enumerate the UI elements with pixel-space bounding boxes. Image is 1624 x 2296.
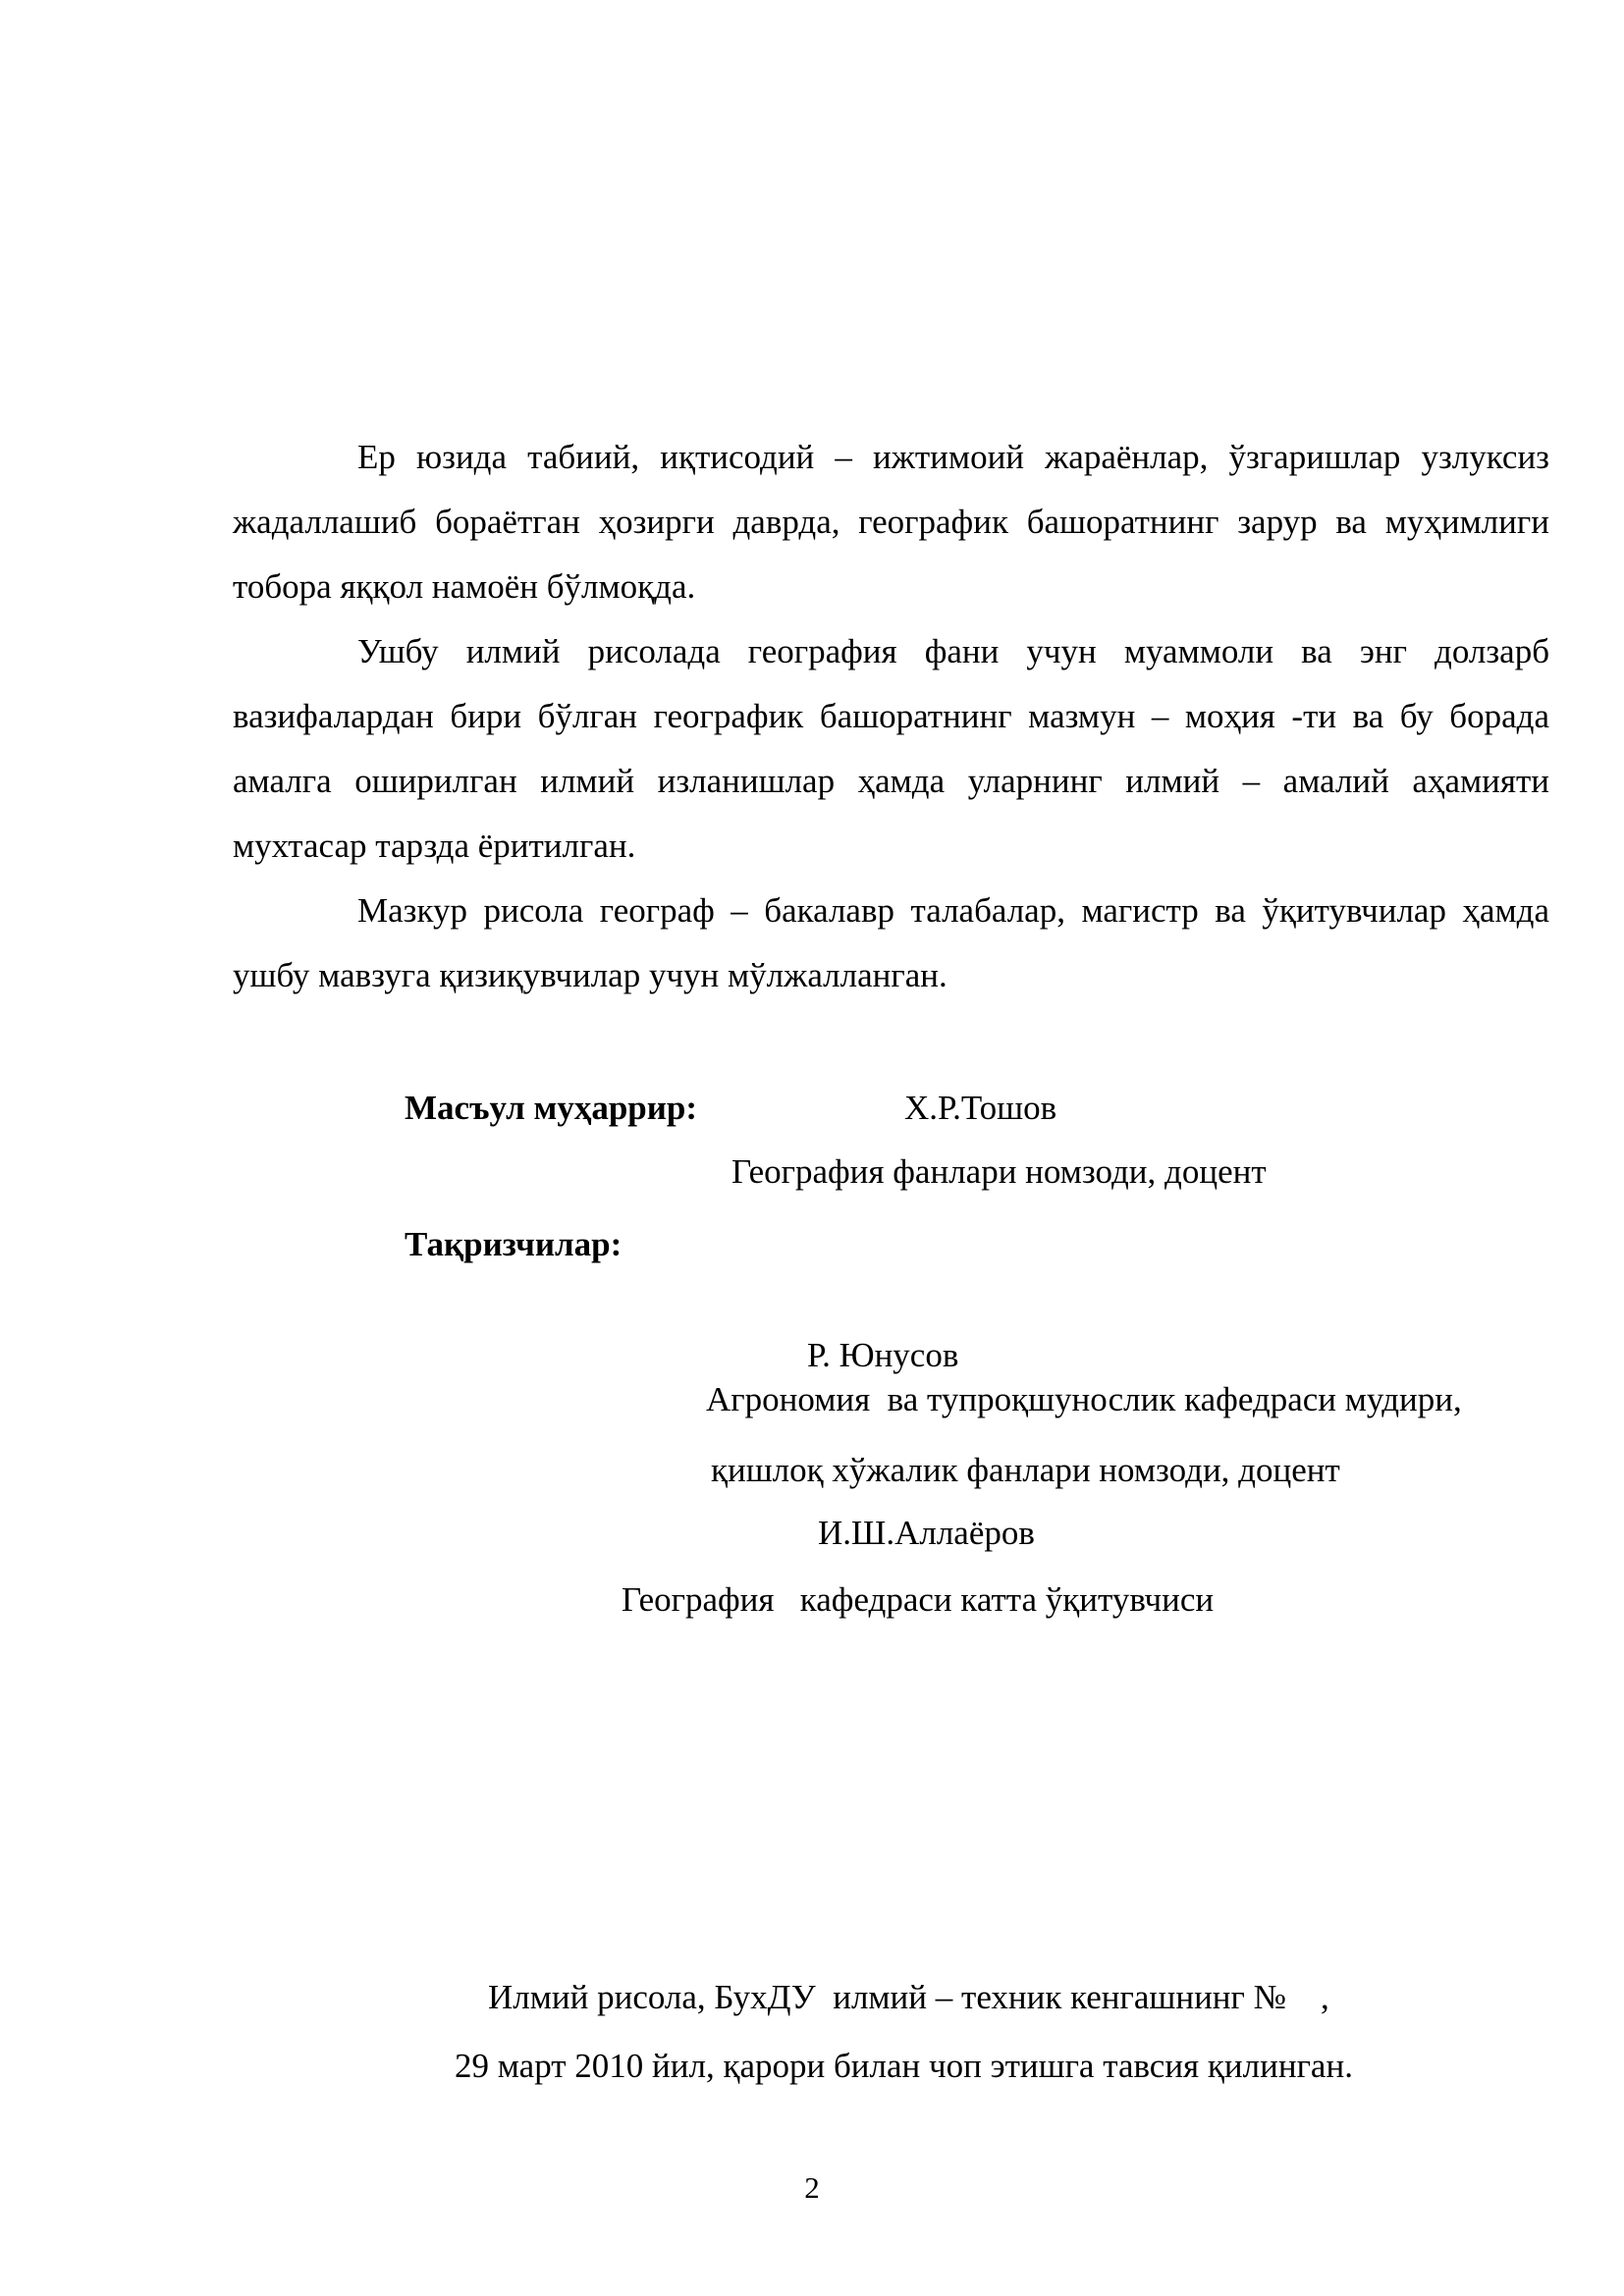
editor-title: География фанлари номзоди, доцент (731, 1152, 1267, 1191)
reviewer-1-name: Р. Юнусов (807, 1336, 959, 1374)
editor-name: Х.Р.Тошов (904, 1089, 1057, 1127)
approval-line-2: 29 март 2010 йил, қарори билан чоп этишга тавсия қилинган. (455, 2047, 1353, 2085)
abstract-paragraph-3: Мазкур рисола географ – бакалавр талабалар, магистр ва ўқитувчилар ҳамда ушбу мавзуга қизиқувчилар учун мўлжалланган. (233, 891, 1549, 994)
reviewers-label: Тақризчилар: (405, 1225, 623, 1263)
reviewer-2-name: И.Ш.Аллаёров (818, 1514, 1035, 1552)
abstract-paragraph-1: Ер юзида табиий, иқтисодий – ижтимоий жараёнлар, ўзгаришлар узлуксиз жадаллашиб бораётган ҳозирги даврда, географик башоратнинг зарур ва муҳимлиги тобора яққол намоён бўлмоқда. (233, 438, 1549, 606)
approval-line-1: Илмий рисола, БухДУ илмий – техник кенгашнинг № , (488, 1978, 1329, 2016)
page-number: 2 (804, 2170, 820, 2205)
reviewer-1-title-line-2: қишлоқ хўжалик фанлари номзоди, доцент (711, 1451, 1340, 1489)
abstract-section (233, 425, 1549, 1008)
reviewer-2-title: География кафедраси катта ўқитувчиси (622, 1580, 1215, 1619)
editor-label: Масъул муҳаррир: (405, 1089, 698, 1127)
reviewer-1-title-line-1: Агрономия ва тупроқшунослик кафедраси мудири, (706, 1380, 1462, 1418)
abstract-paragraph-2: Ушбу илмий рисолада география фани учун муаммоли ва энг долзарб вазифалардан бири бўлган географик башоратнинг мазмун – моҳия -ти ва бу борада амалга оширилган илмий изланишлар ҳамда уларнинг илмий – амалий аҳамияти мухтасар тарзда ёритилган. (233, 632, 1549, 865)
